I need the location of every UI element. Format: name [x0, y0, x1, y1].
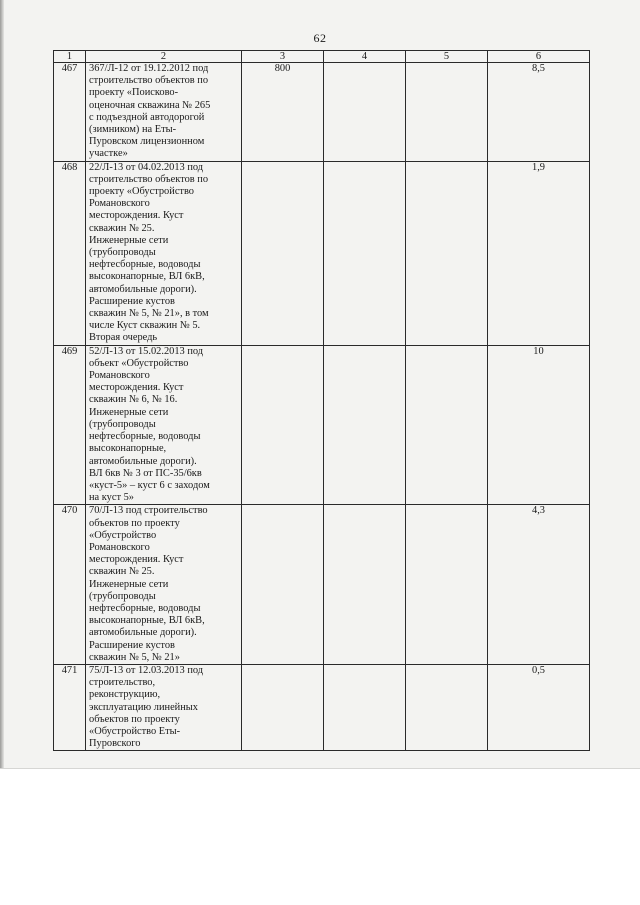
description-line: Романовского — [89, 198, 150, 210]
column-header-2: 2 — [86, 51, 242, 63]
column-6-value: 0,5 — [488, 664, 590, 750]
description-line: высоконапорные, ВЛ 6кВ, — [89, 615, 205, 627]
description-line: (зимником) на Еты- — [89, 124, 177, 136]
scan-edge-shadow — [0, 0, 4, 768]
description-line: «куст-5» – куст 6 с заходом — [89, 479, 210, 491]
description-line: скважин № 6, № 16. — [89, 394, 178, 406]
description-line: проекту «Обустройство — [89, 186, 194, 198]
column-4-value — [324, 161, 406, 345]
description-line: «Обустройство — [89, 529, 157, 541]
description-line: числе Куст скважин № 5. — [89, 320, 201, 332]
description-line: (трубопроводы — [89, 590, 156, 602]
column-4-value — [324, 345, 406, 505]
column-3-value — [242, 505, 324, 665]
column-5-value — [406, 345, 488, 505]
description-line: Вторая очередь — [89, 332, 158, 344]
description-line: месторождения. Куст — [89, 210, 184, 222]
column-3-value: 800 — [242, 63, 324, 162]
description-line: месторождения. Куст — [89, 382, 184, 394]
column-header-6: 6 — [488, 51, 590, 63]
description-line: «Обустройство Еты- — [89, 725, 181, 737]
column-6-value: 1,9 — [488, 161, 590, 345]
description-line: 75/Л-13 от 12.03.2013 под — [89, 664, 204, 676]
column-5-value — [406, 63, 488, 162]
column-4-value — [324, 664, 406, 750]
description-line: высоконапорные, ВЛ 6кВ, — [89, 271, 205, 283]
column-3-value — [242, 345, 324, 505]
description-line: проекту «Поисково- — [89, 87, 179, 99]
description-line: Пуровском лицензионном — [89, 136, 205, 148]
column-header-3: 3 — [242, 51, 324, 63]
document-description — [86, 505, 242, 665]
description-line: скважин № 25. — [89, 222, 155, 234]
column-6-value: 4,3 — [488, 505, 590, 665]
description-line: Пуровского — [89, 738, 141, 750]
header-row — [54, 51, 590, 63]
description-line: скважин № 5, № 21» — [89, 651, 180, 663]
table-row — [54, 63, 590, 162]
row-number: 468 — [54, 161, 86, 345]
table-row — [54, 161, 590, 345]
table-row — [54, 664, 590, 750]
column-5-value — [406, 505, 488, 665]
description-line: объектов по проекту — [89, 713, 180, 725]
document-description — [86, 664, 242, 750]
description-line: с подъездной автодорогой — [89, 111, 205, 123]
description-line: участке» — [89, 148, 128, 160]
row-number: 470 — [54, 505, 86, 665]
column-header-1: 1 — [54, 51, 86, 63]
description-line: 70/Л-13 под строительство — [89, 505, 208, 517]
description-line: высоконапорные, — [89, 443, 167, 455]
column-5-value — [406, 664, 488, 750]
register-table — [53, 50, 590, 751]
description-line: нефтесборные, водоводы — [89, 259, 201, 271]
column-header-5: 5 — [406, 51, 488, 63]
column-6-value: 8,5 — [488, 63, 590, 162]
document-description — [86, 63, 242, 162]
description-line: Расширение кустов — [89, 639, 175, 651]
description-line: 22/Л-13 от 04.02.2013 под — [89, 161, 204, 173]
description-line: Романовского — [89, 370, 150, 382]
description-line: ВЛ 6кв № 3 от ПС-35/6кв — [89, 467, 202, 479]
description-line: автомобильные дороги). — [89, 627, 197, 639]
column-3-value — [242, 664, 324, 750]
document-description — [86, 161, 242, 345]
description-line: Инженерные сети — [89, 234, 169, 246]
table-row — [54, 345, 590, 505]
description-line: Инженерные сети — [89, 406, 169, 418]
description-line: 52/Л-13 от 15.02.2013 под — [89, 345, 204, 357]
column-header-4: 4 — [324, 51, 406, 63]
row-number: 469 — [54, 345, 86, 505]
description-line: на куст 5» — [89, 492, 135, 504]
description-line: скважин № 25. — [89, 566, 155, 578]
column-3-value — [242, 161, 324, 345]
description-line: эксплуатацию линейных — [89, 701, 198, 713]
description-line: объектов по проекту — [89, 517, 180, 529]
row-number: 471 — [54, 664, 86, 750]
document-description — [86, 345, 242, 505]
description-line: Расширение кустов — [89, 295, 175, 307]
description-line: автомобильные дороги). — [89, 455, 197, 467]
description-line: нефтесборные, водоводы — [89, 431, 201, 443]
page-number: 62 — [313, 31, 327, 45]
column-4-value — [324, 505, 406, 665]
description-line: Инженерные сети — [89, 578, 169, 590]
description-line: нефтесборные, водоводы — [89, 602, 201, 614]
row-number: 467 — [54, 63, 86, 162]
description-line: (трубопроводы — [89, 247, 156, 259]
description-line: строительство объектов по — [89, 173, 209, 185]
description-line: строительство объектов по — [89, 75, 209, 87]
description-line: (трубопроводы — [89, 418, 156, 430]
description-line: строительство, — [89, 677, 156, 689]
description-line: автомобильные дороги). — [89, 283, 197, 295]
description-line: реконструкцию, — [89, 689, 161, 701]
column-5-value — [406, 161, 488, 345]
column-6-value: 10 — [488, 345, 590, 505]
column-4-value — [324, 63, 406, 162]
description-line: месторождения. Куст — [89, 554, 184, 566]
description-line: скважин № 5, № 21», в том — [89, 308, 209, 320]
description-line: объект «Обустройство — [89, 357, 189, 369]
table-row — [54, 505, 590, 665]
description-line: оценочная скважина № 265 — [89, 99, 211, 111]
description-line: Романовского — [89, 541, 150, 553]
description-line: 367/Л-12 от 19.12.2012 под — [89, 63, 209, 74]
